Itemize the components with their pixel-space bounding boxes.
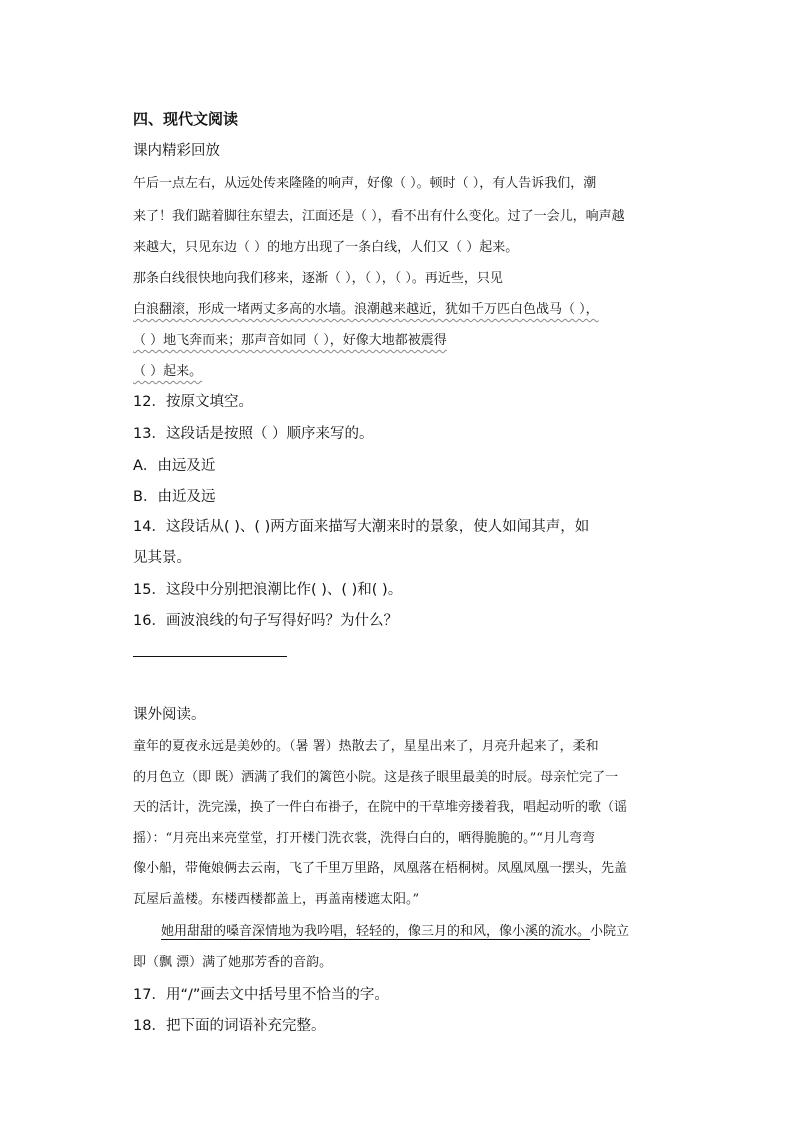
question-15: 15．这段中分别把浪潮比作( )、( )和( )。	[133, 582, 403, 598]
passage-line: 午后一点左右，从远处传来隆隆的响声，好像（ ）。顿时（ ），有人告诉我们，潮	[133, 176, 597, 191]
wavy-passage-line: （ ）地飞奔而来；那声音如同（ ），好像大地都被震得	[133, 333, 447, 348]
question-14: 14．这段话从( )、( )两方面来描写大潮来时的景象，使人如闻其声，如	[133, 519, 590, 535]
underlined-passage-line	[161, 920, 629, 939]
question-18: 18．把下面的词语补充完整。	[133, 1018, 326, 1034]
question-14-cont: 见其景。	[133, 550, 191, 566]
passage-line: 的月色立（即 既）洒满了我们的篱笆小院。这是孩子眼里最美的时辰。母亲忙完了一	[133, 770, 619, 785]
question-13: 13．这段话是按照（ ）顺序来写的。	[133, 426, 374, 442]
underlined-sentence: 她用甜甜的嗓音深情地为我吟唱，轻轻的，像三月的和风，像小溪的流水。	[161, 924, 591, 939]
passage-line: 来越大，只见东边（ ）的地方出现了一条白线，人们又（ ）起来。	[133, 240, 519, 255]
passage-line: 瓦屋后盖楼。东楼西楼都盖上，再盖南楼遮太阳。”	[133, 892, 420, 907]
passage-line: 来了！我们踮着脚往东望去，江面还是（ ），看不出有什么变化。过了一会儿，响声越	[133, 209, 625, 224]
passage-line: 那条白线很快地向我们移来，逐渐（ ），（ ），（ ）。再近些，只见	[133, 271, 503, 286]
in-class-heading: 课内精彩回放	[133, 143, 220, 159]
passage-line: 摇）：“月亮出来亮堂堂，打开楼门洗衣裳，洗得白白的，晒得脆脆的。”“月儿弯弯	[133, 831, 595, 846]
answer-line	[133, 656, 287, 657]
out-class-heading: 课外阅读。	[133, 707, 206, 723]
option-b: B．由近及远	[133, 489, 216, 505]
passage-line: 天的活计，洗完澡，换了一件白布褂子，在院中的干草堆旁搂着我，唱起动听的歌（谣	[133, 800, 628, 815]
line-tail: 小院立	[590, 924, 630, 939]
wavy-passage-line: （ ）起来。	[133, 364, 203, 379]
question-16: 16．画波浪线的句子写得好吗？为什么？	[133, 613, 398, 629]
option-a: A．由远及近	[133, 458, 216, 474]
passage-line: 童年的夏夜永远是美妙的。（暑 署）热散去了，星星出来了，月亮升起来了，柔和	[133, 739, 599, 754]
question-12: 12．按原文填空。	[133, 394, 253, 410]
question-17: 17．用“/”画去文中括号里不恰当的字。	[133, 987, 389, 1003]
passage-line: 像小船，带俺娘俩去云南，飞了千里万里路，凤凰落在梧桐树。凤凰凤凰一摆头，先盖	[133, 861, 628, 876]
passage-line: 即（飘 漂）满了她那芳香的音韵。	[133, 955, 333, 970]
section-title: 四、现代文阅读	[133, 110, 239, 128]
wavy-passage-line: 白浪翻滚，形成一堵两丈多高的水墙。浪潮越来越近，犹如千万匹白色战马（ ），	[133, 302, 599, 317]
